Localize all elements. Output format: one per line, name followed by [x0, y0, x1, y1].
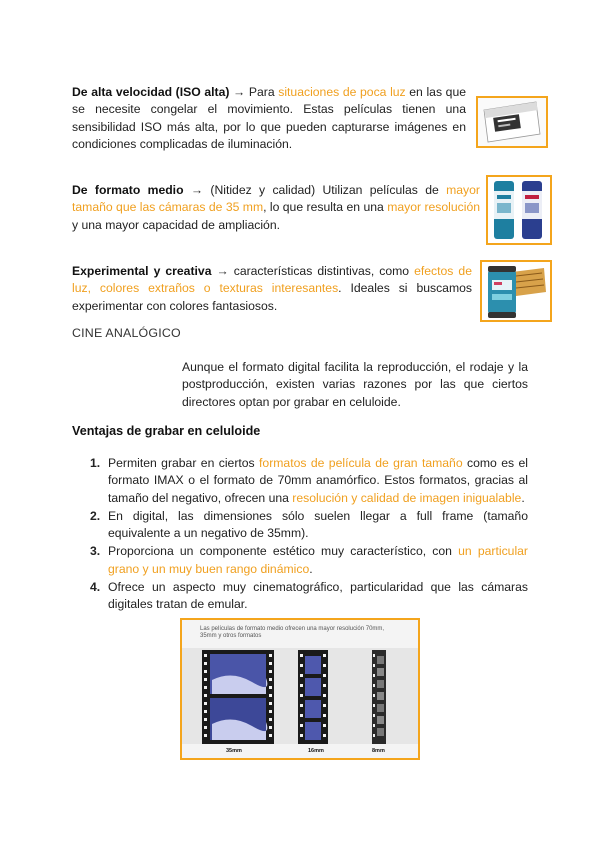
- term-high-speed: De alta velocidad (ISO alta): [72, 85, 230, 99]
- film-formats-figure: [180, 618, 420, 760]
- figure-label-35mm: 16mm: [308, 748, 324, 754]
- medium-format-rolls-image: [486, 175, 552, 245]
- figure-label-70mm: 35mm: [226, 748, 242, 754]
- figure-caption: Las películas de formato medio ofrecen una mayor resolución 70mm, 35mm y otros formatos: [200, 626, 385, 639]
- figure-label-16mm: 8mm: [372, 748, 385, 754]
- list-item: 3. Proporciona un componente estético muy característico, con un particular grano y un muy buen rango dinámico.: [90, 544, 528, 576]
- highlight-larger-size: mayor tamaño que las cámaras de 35 mm: [72, 183, 480, 215]
- intro-paragraph: Aunque el formato digital facilita la reproducción, el rodaje y la postproducción, existen varias razones por las que ciertos directores optan por grabar en celuloide.: [182, 360, 528, 409]
- highlight-higher-resolution: mayor resolución: [387, 200, 480, 215]
- section-title: CINE ANALÓGICO: [72, 326, 181, 340]
- film-strips-illustration: [182, 620, 418, 758]
- advantages-list: [72, 455, 528, 615]
- subheading-advantages: Ventajas de grabar en celuloide: [72, 424, 261, 438]
- highlight-low-light: situaciones de poca luz: [278, 85, 406, 99]
- list-item: 2. En digital, las dimensiones sólo suelen llegar a full frame (tamaño equivalente a un negativo de 35mm).: [90, 508, 528, 541]
- paragraph-experimental: Experimental y creativa → características distintivas, como efectos de luz, colores extraños o texturas interesantes. Ideales si buscamos experimentar con colores fantasiosos.: [72, 264, 472, 313]
- paragraph-medium-format: De formato medio → (Nitidez y calidad) Utilizan películas de mayor tamaño que las cámaras de 35 mm, lo que resulta en una mayor resolución y una mayor capacidad de ampliación.: [72, 183, 480, 232]
- experimental-film-canister-image: [480, 260, 552, 322]
- term-experimental: Experimental y creativa: [72, 264, 212, 278]
- highlight-effects: efectos de luz, colores extraños o texturas interesantes: [72, 264, 472, 296]
- list-item: 4. Ofrece un aspecto muy cinematográfico, particularidad que las cámaras digitales tratan de emular.: [90, 580, 528, 612]
- term-medium-format: De formato medio: [72, 183, 184, 197]
- high-iso-film-box-image: [476, 96, 548, 148]
- paragraph-high-speed: De alta velocidad (ISO alta) → Para situaciones de poca luz en las que se necesite congelar el movimiento. Estas películas tienen una sensibilidad ISO más alta, por lo que pueden capturarse imágenes en condiciones complicadas de iluminación.: [72, 85, 466, 151]
- list-item: 1. Permiten grabar en ciertos formatos de película de gran tamaño como es el formato IMAX o el formato de 70mm anamórfico. Estos formatos, gracias al tamaño del negativo, ofrecen una resolución y calidad de imagen inigualable.: [90, 456, 528, 505]
